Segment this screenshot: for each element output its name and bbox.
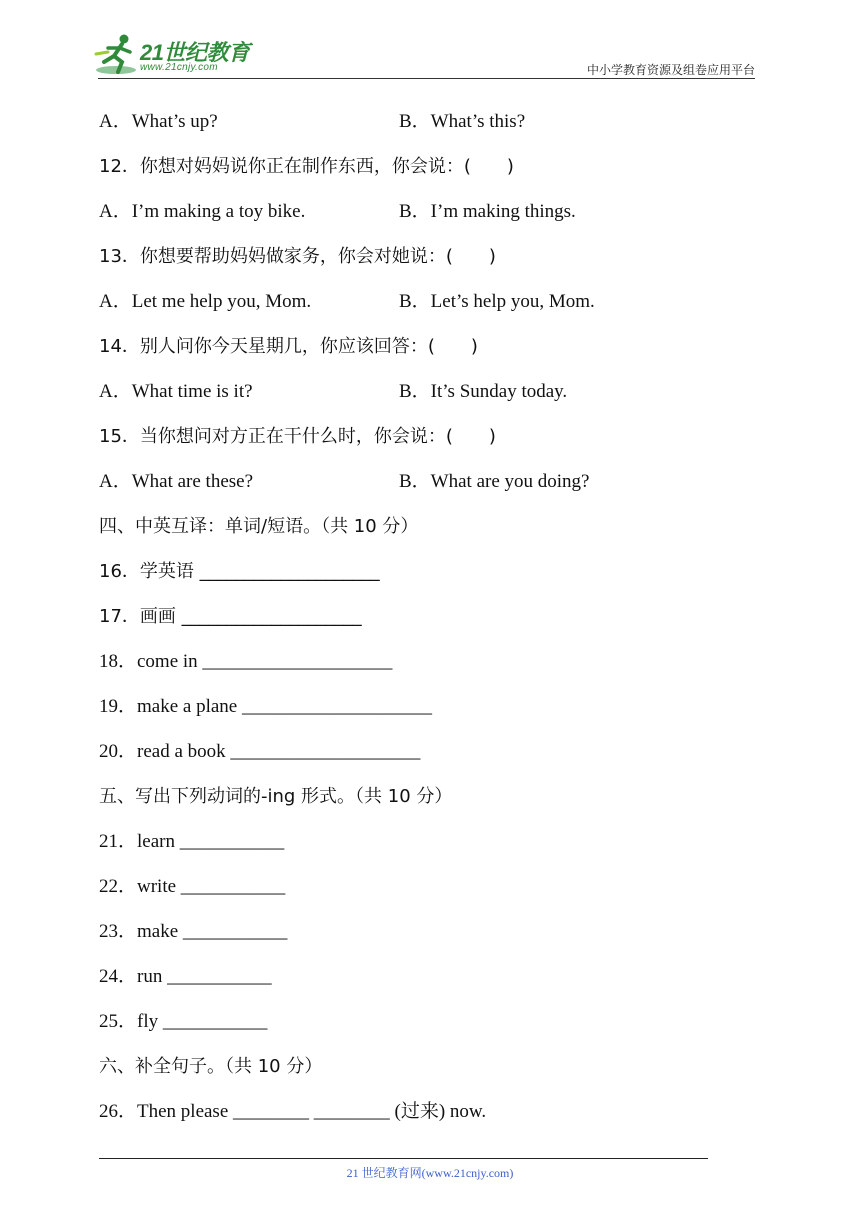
site-caption: 中小学教育资源及组卷应用平台	[586, 63, 755, 77]
option-a: A．I’m making a toy bike.	[99, 201, 306, 222]
question-line: 22．write ___________	[99, 876, 286, 897]
section-heading: 四、中英互译：单词/短语。（共 10 分）	[99, 516, 419, 537]
option-a: A．What’s up?	[99, 111, 218, 132]
question-line: 16．学英语 ____________________	[99, 561, 380, 582]
option-a: A．What time is it?	[99, 381, 253, 402]
runner-logo-icon	[94, 32, 140, 76]
page-footer: 21 世纪教育网(www.21cnjy.com)	[346, 1166, 514, 1180]
option-b: B．What’s this?	[399, 111, 526, 132]
question-line: 25．fly ___________	[99, 1011, 268, 1032]
question-line	[99, 468, 759, 513]
question-line: 23．make ___________	[99, 921, 288, 942]
logo-url: www.21cnjy.com	[140, 62, 218, 73]
page-header	[0, 0, 860, 80]
question-line: 24．run ___________	[99, 966, 272, 987]
question-line: 12．你想对妈妈说你正在制作东西，你会说：( )	[99, 156, 514, 177]
option-b: B．I’m making things.	[399, 201, 576, 222]
question-line: 18．come in ____________________	[99, 651, 393, 672]
section-heading: 六、补全句子。（共 10 分）	[99, 1056, 323, 1077]
question-line	[99, 378, 759, 423]
question-line: 14．别人问你今天星期几，你应该回答：( )	[99, 336, 478, 357]
question-line	[99, 288, 759, 333]
logo-wordmark: 21世纪教育	[140, 40, 250, 65]
option-b: B．It’s Sunday today.	[399, 381, 568, 402]
question-line: 19．make a plane ____________________	[99, 696, 432, 717]
question-line	[99, 198, 759, 243]
question-line: 21．learn ___________	[99, 831, 285, 852]
header-divider	[98, 78, 755, 79]
option-a: A．Let me help you, Mom.	[99, 291, 312, 312]
option-a: A．What are these?	[99, 471, 254, 492]
option-b: B．Let’s help you, Mom.	[399, 291, 595, 312]
question-line	[99, 108, 759, 153]
site-logo	[94, 32, 264, 78]
footer-divider	[99, 1158, 708, 1159]
option-b: B．What are you doing?	[399, 471, 590, 492]
section-heading: 五、写出下列动词的-ing 形式。（共 10 分）	[99, 786, 453, 807]
question-line: 15．当你想问对方正在干什么时，你会说：( )	[99, 426, 496, 447]
question-line: 26．Then please ________ ________ (过来) now.	[99, 1101, 487, 1122]
question-line: 17．画画 ____________________	[99, 606, 362, 627]
question-line: 20．read a book ____________________	[99, 741, 421, 762]
exam-content	[99, 108, 759, 1143]
question-line: 13．你想要帮助妈妈做家务，你会对她说：( )	[99, 246, 496, 267]
